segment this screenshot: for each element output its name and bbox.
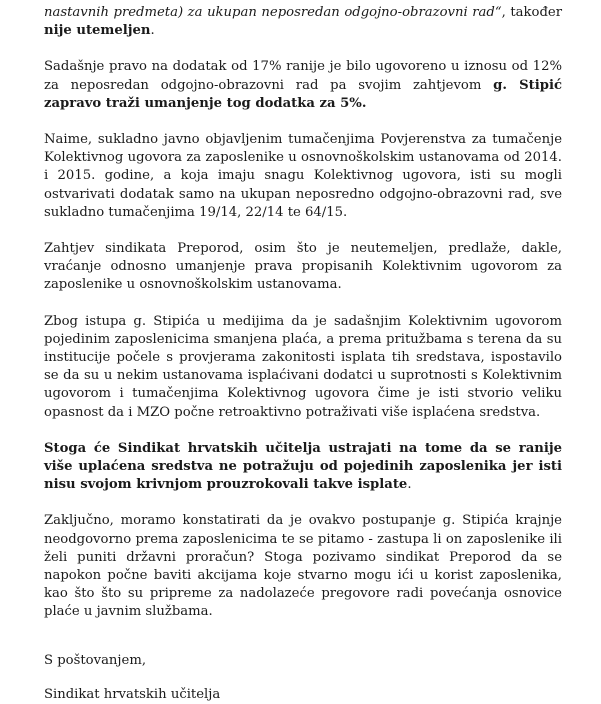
paragraph-2 [44, 58, 562, 113]
paragraph-1-italic: nastavnih predmeta) za ukupan neposredan odgojno-obrazovni rad“ [44, 5, 502, 20]
paragraph-1-end: . [150, 23, 155, 39]
paragraph-1-text: , također [501, 5, 562, 20]
paragraph-1-bold: nije utemeljen [44, 23, 151, 39]
paragraph-7-text: Zaključno, moramo konstatirati da je ovakvo postupanje g. Stipića krajnje neodgovorno prema zaposlenicima te se pitamo - zastupa li on zaposlenike ili želi puniti državni proračun? Stoga pozivamo sindikat Preporod da se napokon počne baviti akcijama koje stvarno mogu ići u korist zaposlenika, kao što što su pripreme za nadolazeće pregovore radi povećanja osnovice plaće u javnim službama. [44, 513, 562, 620]
document-page [44, 0, 562, 704]
paragraph-6 [44, 440, 562, 495]
paragraph-4-text: Zahtjev sindikata Preporod, osim što je neutemeljen, predlaže, dakle, vraćanje odnosno umanjenje prava propisanih Kolektivnim ugovorom za zaposlenike u osnovnoškolskim ustanovama. [44, 241, 562, 293]
paragraph-4 [44, 240, 562, 295]
paragraph-3-text: Naime, sukladno javno objavljenim tumačenjima Povjerenstva za tumačenje Kolektivnog ugovora za zaposlenike u osnovnoškolskim ustanovama od 2014. i 2015. godine, a koja imaju snagu Kolektivnog ugovora, isti su mogli ostvarivati dodatak samo na ukupan neposredno odgojno-obrazovni rad, sve sukladno tumačenjima 19/14, 22/14 te 64/15. [44, 132, 562, 220]
paragraph-6-end: . [407, 477, 412, 493]
paragraph-3 [44, 131, 562, 222]
paragraph-5-text: Zbog istupa g. Stipića u medijima da je sadašnjim Kolektivnim ugovorom pojedinim zaposlenicima smanjena plaća, a prema pritužbama s terena da su institucije počele s provjerama zakonitosti isplata tih sredstava, ispostavilo se da su u nekim ustanovama isplaćivani dodatci u suprotnosti s Kolektivnim ugovorom i tumačenjima Kolektivnog ugovora čime je isti stvorio veliku opasnost da i MZO počne retroaktivno potraživati više isplaćena sredstva. [44, 313, 562, 420]
signature: Sindikat hrvatskih učitelja [44, 686, 221, 702]
paragraph-2-bold: g. Stipić zapravo traži umanjenje tog dodatka za 5%. [44, 77, 562, 111]
paragraph-2-text: Sadašnje pravo na dodatak od 17% ranije je bilo ugovoreno u iznosu od 12% za neposredan odgojno-obrazovni rad pa svojim zahtjevom [44, 59, 562, 93]
paragraph-5 [44, 313, 562, 422]
paragraph-7 [44, 512, 562, 621]
paragraph-6-bold: Stoga će Sindikat hrvatskih učitelja ustrajati na tome da se ranije više uplaćena sredstva ne potražuju od pojedinih zaposlenika jer isti nisu svojom krivnjom prouzrokovali takve isplate [44, 440, 562, 493]
closing-salutation: S poštovanjem, [44, 652, 147, 668]
paragraph-1 [44, 4, 562, 40]
